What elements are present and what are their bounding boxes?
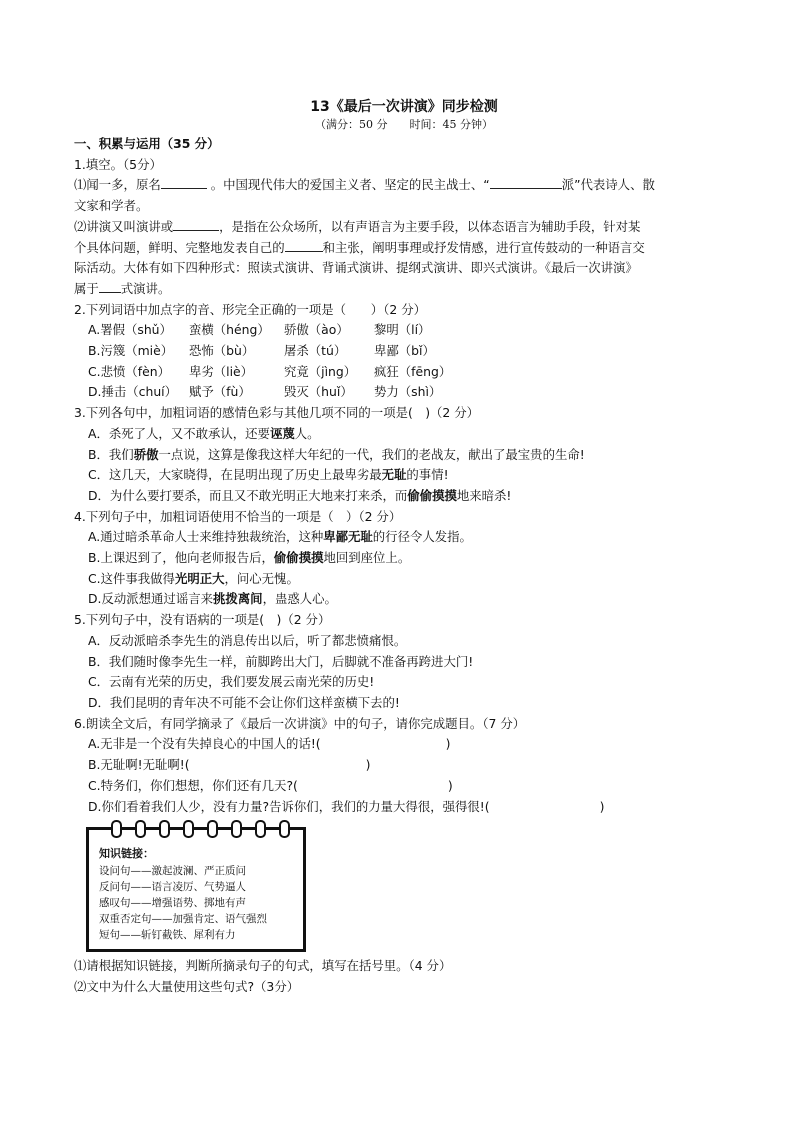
binding-ring [279, 820, 290, 838]
answer-blank[interactable] [173, 217, 219, 231]
q1-p1-line1: ⑴闻一多，原名 。中国现代伟大的爱国主义者、坚定的民主战士、“ 派”代表诗人、散 [74, 177, 655, 193]
knowledge-link-content [99, 846, 267, 943]
q6-option-c: C.特务们，你们想想，你们还有几天?( ) [88, 777, 453, 793]
q1-p2-line4: 属于 式演讲。 [74, 280, 171, 296]
section-heading: 一、积累与运用（35 分） [74, 136, 220, 151]
binding-ring [183, 820, 194, 838]
q6-option-b: B.无耻啊!无耻啊!( ) [88, 757, 371, 773]
binding-ring [159, 820, 170, 838]
binding-ring [255, 820, 266, 838]
q1-p2-line1: ⑵讲演又叫演讲或 ，是指在公众场所，以有声语言为主要手段，以体态语言为辅助手段，针对某 [74, 218, 641, 234]
q3-option-c: C．这几天，大家晓得，在昆明出现了历史上最卑劣最无耻的事情! [88, 467, 449, 483]
answer-blank[interactable] [161, 175, 207, 189]
q5-option-d: D．我们昆明的青年决不可能不会让你们这样蛮横下去的! [88, 694, 400, 710]
knowledge-item: 设问句——激起波澜、严正质问 [99, 865, 246, 878]
q3-option-d: D．为什么要打要杀，而且又不敢光明正大地来打来杀，而偷偷摸摸地来暗杀! [88, 487, 512, 503]
knowledge-link-notepad [86, 827, 306, 952]
binding-ring [135, 820, 146, 838]
q6-option-a: A.无非是一个没有失掉良心的中国人的话!( ) [88, 736, 451, 752]
knowledge-item: 反问句——语言凌厉、气势逼人 [99, 881, 246, 894]
q1-p1-line2: 文家和学者。 [74, 198, 149, 214]
q2-option-a: A.署假（shǔ） 蛮横（héng） 骄傲（ào） 黎明（lí） [88, 322, 431, 338]
q4-option-c: C.这件事我做得光明正大，问心无愧。 [88, 570, 299, 586]
q2-option-d: D.捶击（chuí） 赋予（fù） 毁灭（huǐ） 势力（shì） [88, 384, 442, 400]
q5-option-a: A．反动派暗杀李先生的消息传出以后，听了都悲愤痛恨。 [88, 632, 407, 648]
q6-sub1: ⑴请根据知识链接，判断所摘录句子的句式，填写在括号里。（4 分） [74, 958, 452, 974]
q4-option-b: B.上课迟到了，他向老师报告后，偷偷摸摸地回到座位上。 [88, 550, 411, 566]
page-title: 13《最后一次讲演》同步检测 [310, 99, 498, 115]
q2-stem: 2.下列词语中加点字的音、形完全正确的一项是（ ）（2 分） [74, 301, 426, 317]
binding-ring [111, 820, 122, 838]
q4-option-d: D.反动派想通过谣言来挑拨离间，蛊惑人心。 [88, 591, 337, 607]
q5-stem: 5.下列句子中，没有语病的一项是( )（2 分） [74, 612, 331, 628]
q4-option-a: A.通过暗杀革命人士来维持独裁统治，这种卑鄙无耻的行径令人发指。 [88, 529, 472, 545]
answer-blank[interactable] [99, 279, 121, 293]
q5-option-c: C．云南有光荣的历史，我们要发展云南光荣的历史! [88, 674, 375, 690]
knowledge-item: 感叹句——增强语势、掷地有声 [99, 897, 246, 910]
knowledge-item: 双重否定句——加强肯定、语气强烈 [99, 913, 267, 926]
q2-option-b: B.污篾（miè） 恐怖（bù） 屠杀（tú） 卑鄙（bǐ） [88, 343, 435, 359]
q2-option-c: C.悲愤（fèn） 卑劣（liè） 究竟（jìng） 疯狂（fēng） [88, 363, 452, 379]
binding-ring [231, 820, 242, 838]
page-subtitle: （满分：50 分 时间：45 分钟） [315, 118, 493, 131]
answer-blank[interactable] [490, 175, 562, 189]
spiral-binding [111, 820, 290, 836]
q1-stem: 1.填空。（5分） [74, 156, 162, 172]
q4-stem: 4.下列句子中，加粗词语使用不恰当的一项是（ ）（2 分） [74, 508, 402, 524]
q5-option-b: B．我们随时像李先生一样，前脚跨出大门，后脚就不准备再跨进大门! [88, 653, 474, 669]
q3-option-a: A．杀死了人，又不敢承认，还要诬蔑人。 [88, 425, 320, 441]
q6-stem: 6.朗读全文后，有同学摘录了《最后一次讲演》中的句子，请你完成题目。（7 分） [74, 715, 526, 731]
document-page [74, 94, 734, 998]
answer-blank[interactable] [285, 238, 323, 252]
binding-ring [207, 820, 218, 838]
q3-option-b: B．我们骄傲一点说，这算是像我这样大年纪的一代，我们的老战友，献出了最宝贵的生命! [88, 446, 585, 462]
knowledge-link-title: 知识链接： [99, 847, 154, 861]
q3-stem: 3.下列各句中，加粗词语的感情色彩与其他几项不同的一项是( )（2 分） [74, 405, 480, 421]
q6-option-d: D.你们看着我们人少，没有力量?告诉你们，我们的力量大得很，强得很!( ) [88, 798, 605, 814]
q1-p2-line2: 个具体问题，鲜明、完整地发表自己的 和主张，阐明事理或抒发情感，进行宣传鼓动的一种语言交 [74, 239, 645, 255]
knowledge-item: 短句——斩钉截铁、犀利有力 [99, 929, 236, 942]
q6-sub2: ⑵文中为什么大量使用这些句式?（3分） [74, 978, 300, 994]
q1-p2-line3: 际活动。大体有如下四种形式：照读式演讲、背诵式演讲、提纲式演讲、即兴式演讲。《最后一次讲演》 [74, 260, 638, 276]
